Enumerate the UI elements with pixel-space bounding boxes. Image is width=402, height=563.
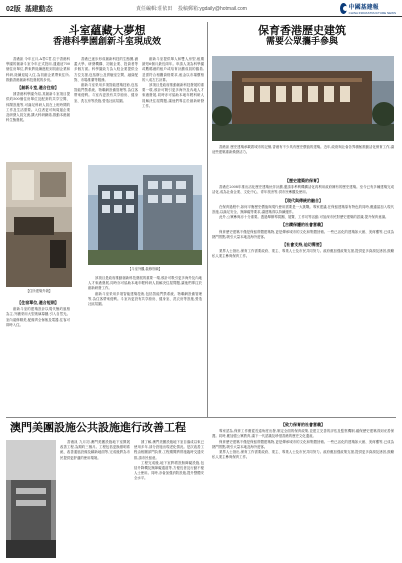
bottom-photo <box>6 440 56 558</box>
page-header <box>0 0 402 17</box>
right-photo-heritage <box>212 56 394 141</box>
bottom-article-col2: 據了解,澳門美團設施地下室自落成以來已使用多年,部分設施出現老化情況。是次改善工程由相關部門負責,工程期間將實施臨時交通安排,請市民留意。 工程完成後,地下室將增設無障礙設施,包括升降機及無障礙通道等,方便長者及行動不便人士使用。同時,亦會加強消防設施,提升整體安全水平。 <box>134 440 204 481</box>
right-article-bottom: 【致力保育的社會意義】 專家認為,保育工作應從長遠角度出發,制定全面的保育政策,並建立完善的評估及監察機制,確保歷史建築得到妥善保護。同時,應加強公眾教育,讓下一代認識及珍惜香港的歷史文化遺產。 保育歷史建築不僅是保留實體建築物,更是傳承城市的文化和集體回憶。一些已活化的建築如大館、美荷樓等,已成為熱門景點,吸引大量本地及海外遊客。 業界人士指出,保育工作需要政府、業主、專業人士及市民共同努力。政府應加強政策支援,提供更多資源及誘因,鼓勵私人業主參與保育工作。 <box>212 422 394 460</box>
left-article-col2: 香港已逐步形成創新科技的生態圈,涵蓋大學、研發機構、初創企業、投資者等多個方面。科學園致力為入駐企業提供全方位支援,包括辦公及實驗室空間、融資配對、市場推廣等服務。 創新斗室采用多項智能建築技術,包括智能門禁系統、物聯網設備管理等,為住客帶來便利。斗室內更設有共享廚房、健身室、洗衣房等設施,營造社區氛圍。 <box>74 57 138 103</box>
header-editor-email: 責任編輯:莊依田 投稿郵箱:ygdaily@hotmail.com <box>136 6 247 12</box>
left-photo2-caption: 【斗室外觀,裝修別緻】 <box>127 267 163 271</box>
left-article-col1: 香港訊 今年五月,A君C君,位于香港科學園的創新斗室今年正式投用,通過這700個住房單位,將來將陸續進駐到初創企業和科研,陸續迎接入住,為初創企業帶來住所,推動香港創新科技發展的步伐。 【創新斗室,適合住宿】 據香港科學園介紹,其創新斗室項目提供約500個住房單位及配套的共享空間、休閑設施等,可滿足科研人員在上班時間的工作及生活需要。入住者更可與周邊企業及研發人員交流,擴大科研網絡,推動本港創科生態發展。 <box>6 57 70 123</box>
bottom-article-col1: 香港訊 九月初,澳門美團設施地下室開展改善工程,為期約三個月。工程包括更換照明系統、改善通風設備及翻新地面等,完成後將為市民提供更舒適的使用環境。 <box>60 440 130 460</box>
bottom-divider <box>6 417 396 418</box>
column-divider <box>207 22 208 417</box>
bottom-article-title: 澳門美團設施公共設施進行改善工程 <box>10 421 186 434</box>
logo-icon <box>340 3 347 14</box>
right-article-body: 【歷史建築的保育】 香港在2008年推出活化歷史建築伙伴計劃,邀請非牟利機構活化再利用政府擁有的歷史建築。至今已有多幢建築完成活化,成為社會企業、文化中心、青年旅舍等,供市民參觀及使用。 【現代與傳統的融合】 在保育過程中,如何平衡歷史價值與現代使用需要是一大挑戰。專家建議,在保留建築原有特色的同時,應適當加入現代設施,以滿足安全、無障礙等要求,讓建築得以持續運作。 此外,公眾參與亦十分重要。透過舉辦導賞團、展覽、工作坊等活動,可加深市民對歷史建築的認識,提升保育意識。 【古蹟保護的社會意義】 保育歷史建築不僅是保留實體建築物,更是傳承城市的文化和集體回憶。一些已活化的建築如大館、美荷樓等,已成為熱門景點,吸引大量本地及海外遊客。 【社會支持,迫切需要】 業界人士指出,保育工作需要政府、業主、專業人士及市民共同努力。政府應加強政策支援,提供更多資源及誘因,鼓勵私人業主參與保育工作。 <box>212 178 394 259</box>
left-photo-caption: 【住所建築外貌】 <box>25 289 53 293</box>
left-article-col4: 【住宿單位,適合短期】 創新斗室的建築設計以現代簡約風格為主,外牆采用大型玻璃幕牆,引入自然光。室內裝修精美,配備齊全傢俬及電器,住客可即時入住。 <box>6 300 70 327</box>
left-photo-interior <box>6 162 72 287</box>
page-number: 02版 基建動态 <box>6 6 53 13</box>
right-article-lead: 香港訊 歷史建築承載着城市的記憶,香港有不少具有歷史價值的建築。近年,政府與社會各界積極推動活化保育工作,讓這些建築重新煥發活力。 <box>212 145 394 155</box>
newspaper-logo: 中國基建報 CHINA INFRASTRUCTURE NEWS <box>340 2 396 15</box>
left-photo-exterior <box>88 165 202 265</box>
left-article-col5: 該項目是政府推動創新科技發展的重要一環,預計可吸引更多海外及內地人才來港發展,同時亦可協助本地年輕科研人員解決住屋問題,讓他們專注於創新研發工作。 創新斗室采用多項智能建築技術,包括智能門禁系統、物聯網設備管理等,為住客帶來便利。斗室內更設有共享廚房、健身室、洗衣房等設施,營造社區氛圍。 <box>88 276 202 307</box>
left-article-title: 斗室蘊藏大夢想 香港科學園創新斗室現成效 <box>52 24 161 48</box>
right-article-title: 保育香港歷史建筑 需要公眾攜手參與 <box>258 24 346 48</box>
left-article-col3: 創新斗室提供單人和雙人房型,租期最短6個月最長兩年。申請人須為科學園或數碼港的租戶或培育計劃成員的僱員,並需符合相關資格要求,租金以市場價格的八成左右計算。 該項目是政府推動創新科技發展的重要一環,預計可吸引更多海外及內地人才來港發展,同時亦可協助本地年輕科研人員解決住屋問題,讓他們專注於創新研發工作。 <box>142 57 204 108</box>
